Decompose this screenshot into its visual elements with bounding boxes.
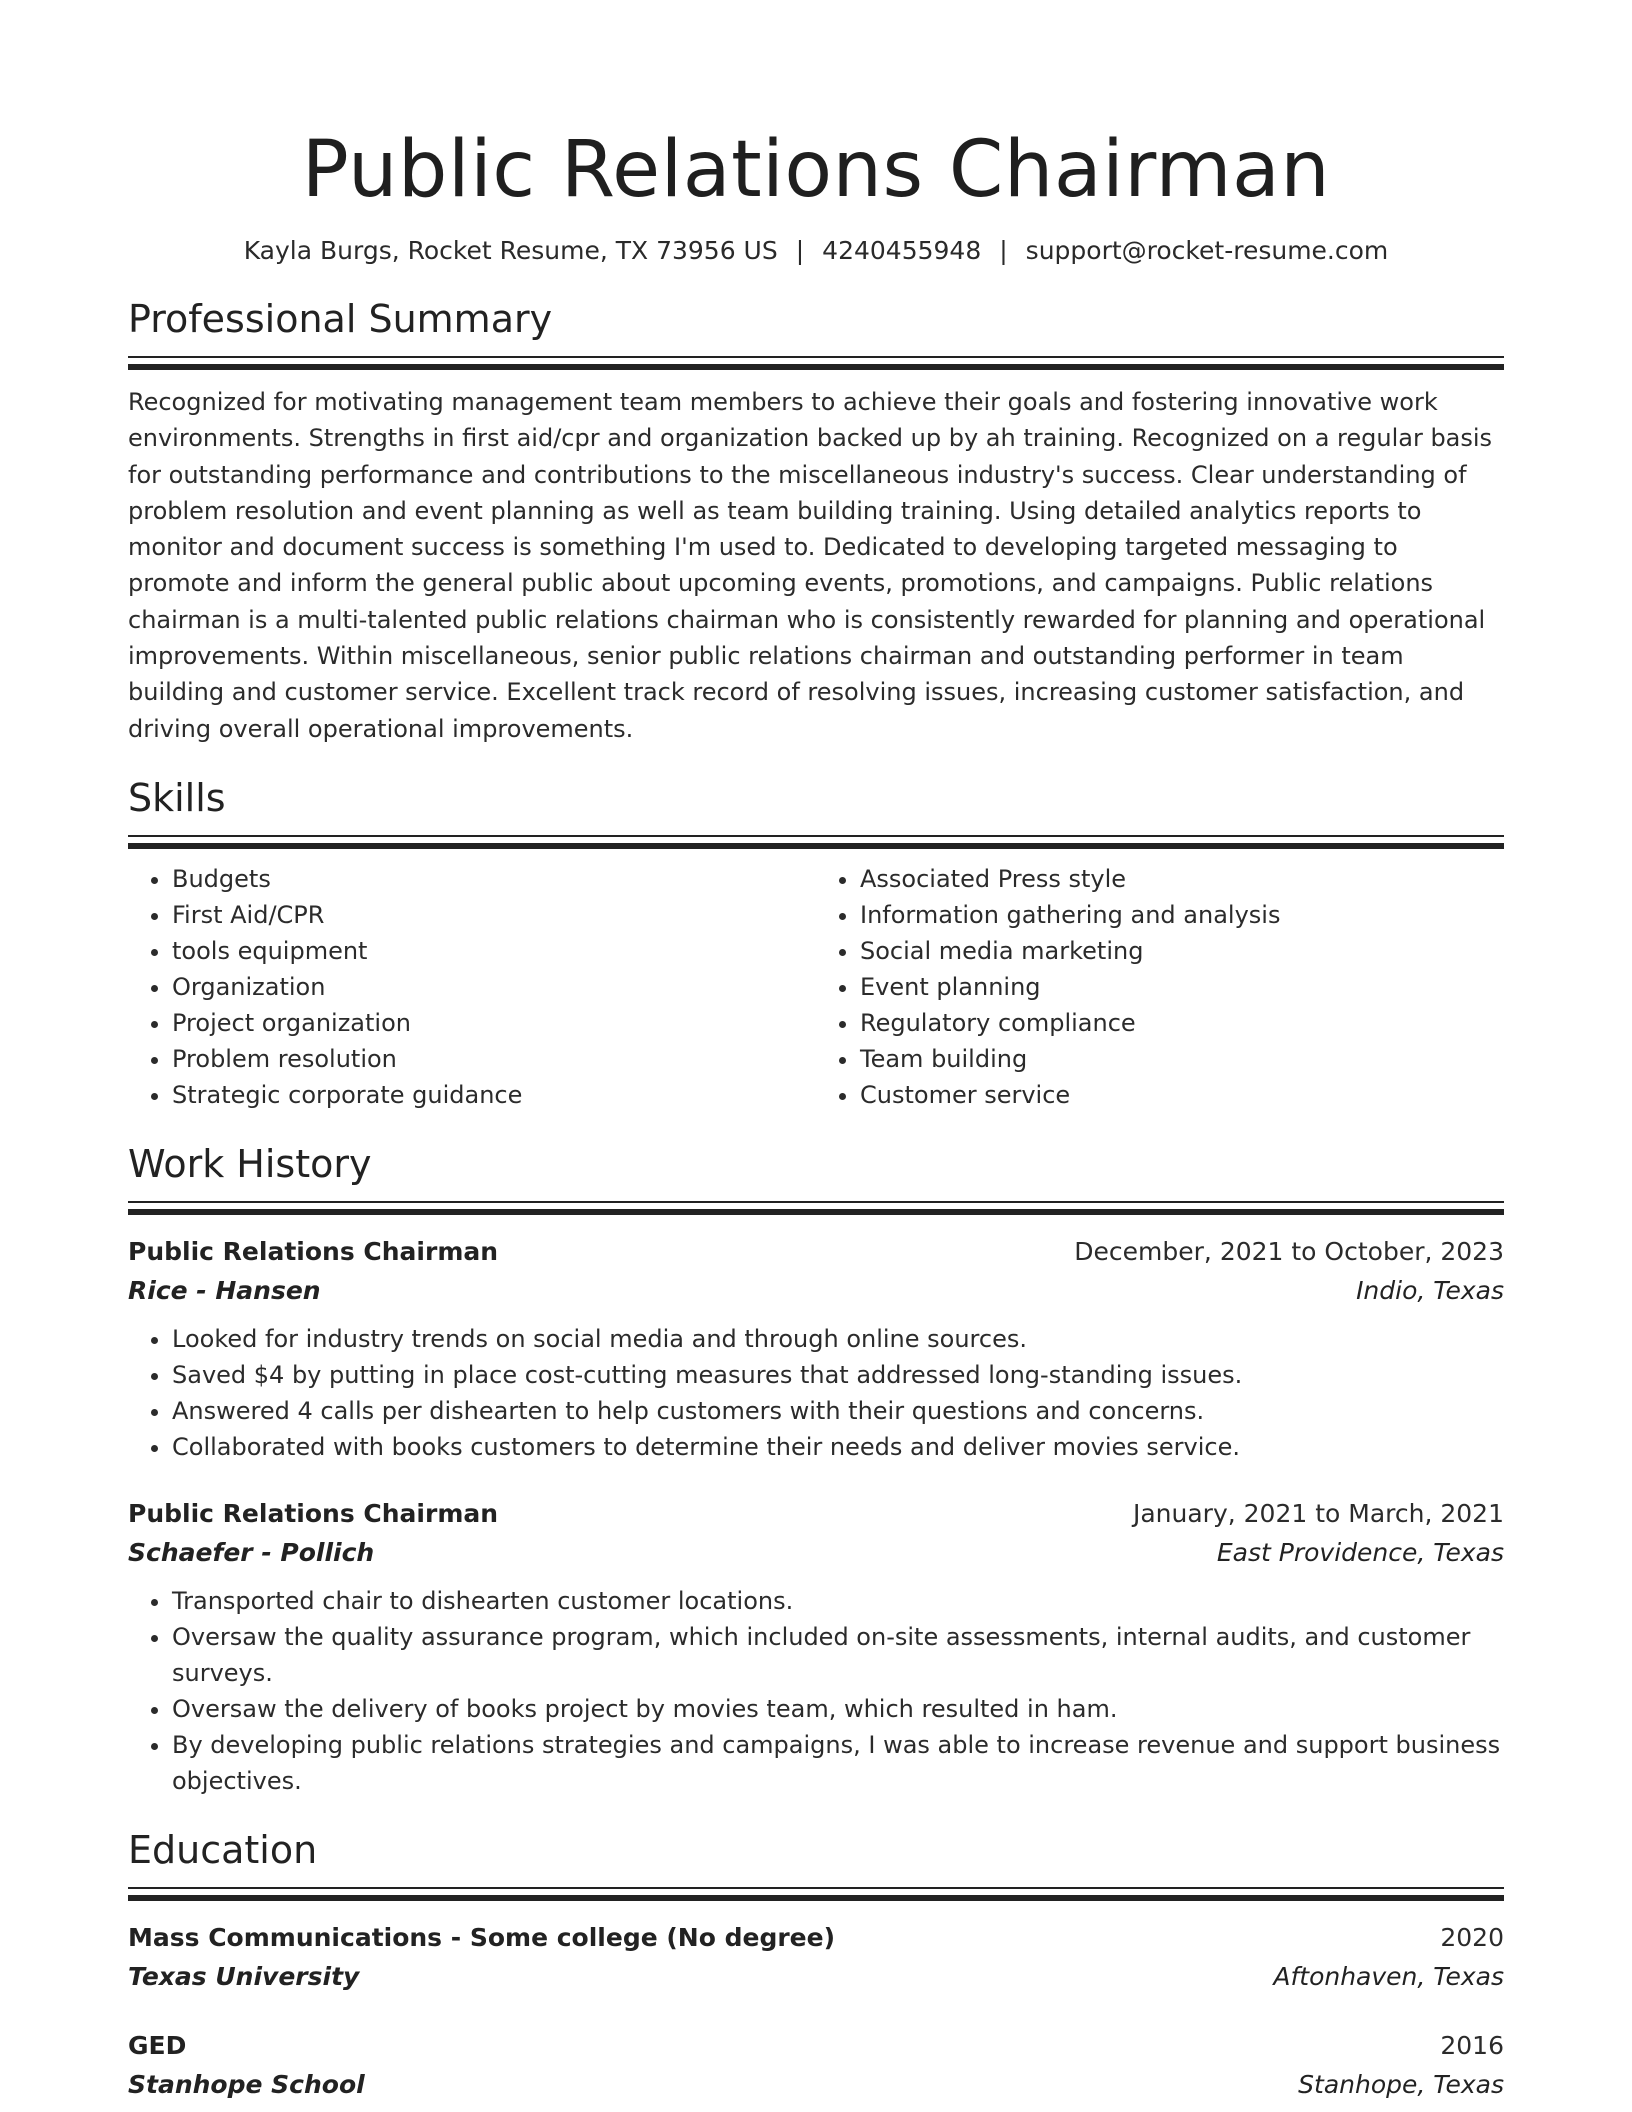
job-bullet: • Answered 4 calls per dishearten to help customers with their questions and concerns. — [172, 1393, 1504, 1429]
contact-separator: | — [999, 236, 1008, 265]
summary-text: Recognized for motivating management team members to achieve their goals and fostering innovative work environments. Strengths in first aid/cpr and organization backed up by ah training. Recognized on a regular basis for outstanding performance and contributions to the miscellaneous industry's success. Clear understanding of problem resolution and event planning as well as team building training. Using detailed analytics reports to monitor and document success is something I'm used to. Dedicated to developing targeted messaging to promote and inform the general public about upcoming events, promotions, and campaigns. Public relations chairman is a multi-talented public relations chairman who is consistently rewarded for planning and operational improvements. Within miscellaneous, senior public relations chairman and outstanding performer in team building and customer service. Excellent track record of resolving issues, increasing customer satisfaction, and driving overall operational improvements. — [128, 388, 1493, 743]
skill-item: • Strategic corporate guidance — [172, 1077, 816, 1113]
contact-email: support@rocket-resume.com — [1025, 236, 1389, 265]
job-location: East Providence, Texas — [1216, 1537, 1504, 1567]
skill-item: • Organization — [172, 969, 816, 1005]
skill-item: • tools equipment — [172, 933, 816, 969]
summary-section — [128, 296, 1504, 747]
education-school: Stanhope School — [128, 2069, 365, 2099]
skills-heading: Skills — [128, 775, 226, 820]
education-degree: GED — [128, 2030, 187, 2060]
job-bullets — [128, 1321, 1504, 1465]
job-dates: January, 2021 to March, 2021 — [1132, 1498, 1504, 1528]
education-heading: Education — [128, 1827, 318, 1872]
skills-columns — [128, 861, 1504, 1113]
education-section — [128, 1827, 1504, 2105]
job-bullets — [128, 1583, 1504, 1799]
work-heading: Work History — [128, 1141, 372, 1186]
education-location: Aftonhaven, Texas — [1273, 1961, 1504, 1991]
job-bullet: • By developing public relations strategies and campaigns, I was able to increase revenue and support business objectives. — [172, 1727, 1504, 1799]
education-entry — [128, 2027, 1504, 2105]
education-degree: Mass Communications - Some college (No degree) — [128, 1922, 836, 1952]
skill-item: • Project organization — [172, 1005, 816, 1041]
skill-item: • Event planning — [860, 969, 1504, 1005]
skill-item: • Customer service — [860, 1077, 1504, 1113]
skill-item: • Problem resolution — [172, 1041, 816, 1077]
resume-title: Public Relations Chairman — [301, 125, 1331, 215]
job-bullet: • Saved $4 by putting in place cost-cutting measures that addressed long-standing issues. — [172, 1357, 1504, 1393]
skill-item: • Budgets — [172, 861, 816, 897]
skills-list-left — [128, 861, 816, 1113]
job-company: Rice - Hansen — [128, 1275, 321, 1305]
contact-phone: 4240455948 — [822, 236, 982, 265]
contact-address: Kayla Burgs, Rocket Resume, TX 73956 US — [243, 236, 778, 265]
contact-line — [128, 234, 1504, 268]
section-divider — [128, 835, 1504, 849]
job-title: Public Relations Chairman — [128, 1236, 499, 1266]
skills-section — [128, 775, 1504, 1113]
job-bullet: • Looked for industry trends on social media and through online sources. — [172, 1321, 1504, 1357]
skill-item: • Associated Press style — [860, 861, 1504, 897]
job-entry — [128, 1233, 1504, 1465]
skill-item: • Regulatory compliance — [860, 1005, 1504, 1041]
job-entry — [128, 1495, 1504, 1799]
job-bullet: • Oversaw the delivery of books project by movies team, which resulted in ham. — [172, 1691, 1504, 1727]
section-divider — [128, 1201, 1504, 1215]
education-entry — [128, 1919, 1504, 1997]
education-location: Stanhope, Texas — [1298, 2069, 1504, 2099]
job-location: Indio, Texas — [1356, 1275, 1504, 1305]
work-section — [128, 1141, 1504, 1799]
job-bullet: • Transported chair to dishearten customer locations. — [172, 1583, 1504, 1619]
section-divider — [128, 356, 1504, 370]
job-bullet: • Collaborated with books customers to determine their needs and deliver movies service. — [172, 1429, 1504, 1465]
contact-separator: | — [795, 236, 805, 265]
skill-item: • First Aid/CPR — [172, 897, 816, 933]
job-company: Schaefer - Pollich — [128, 1537, 375, 1567]
summary-heading: Professional Summary — [128, 297, 553, 341]
skill-item: • Team building — [860, 1041, 1504, 1077]
resume-page — [128, 0, 1504, 2105]
education-school: Texas University — [128, 1961, 360, 1991]
education-year: 2016 — [1440, 2030, 1504, 2060]
job-bullet: • Oversaw the quality assurance program, which included on-site assessments, internal audits, and customer surveys. — [172, 1619, 1504, 1691]
job-dates: December, 2021 to October, 2023 — [1074, 1236, 1504, 1266]
skill-item: • Social media marketing — [860, 933, 1504, 969]
skill-item: • Information gathering and analysis — [860, 897, 1504, 933]
job-title: Public Relations Chairman — [128, 1498, 499, 1528]
education-year: 2020 — [1440, 1922, 1504, 1952]
section-divider — [128, 1887, 1504, 1901]
skills-list-right — [816, 861, 1504, 1113]
